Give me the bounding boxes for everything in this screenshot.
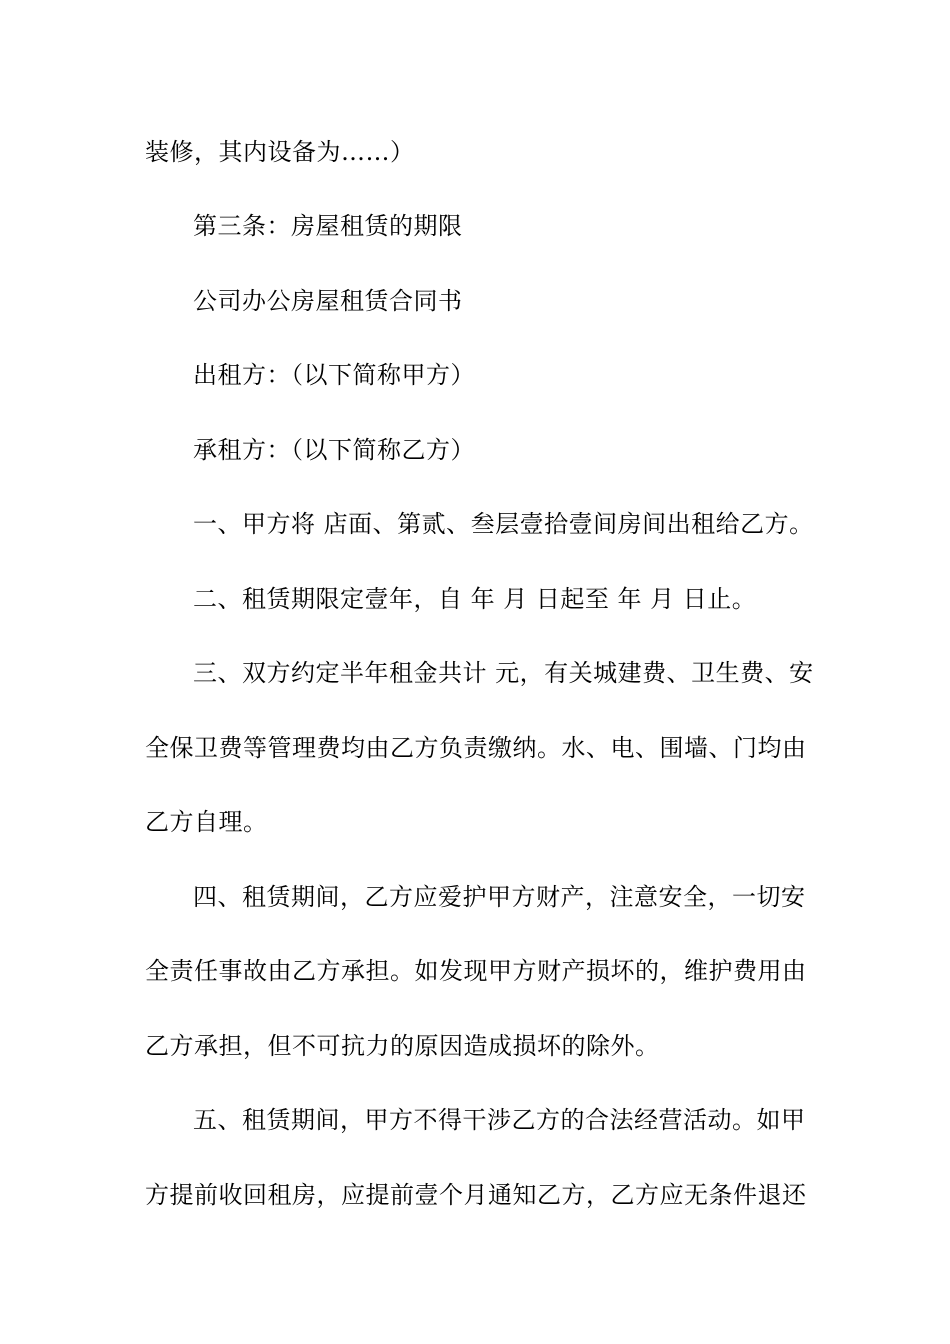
lessor-line: 出租方：（以下简称甲方） <box>193 361 475 389</box>
clause-two: 二、租赁期限定壹年，自 年 月 日起至 年 月 日止。 <box>193 585 757 613</box>
lessee-line: 承租方：（以下简称乙方） <box>193 436 475 464</box>
clause-five-line-2: 方提前收回租房，应提前壹个月通知乙方，乙方应无条件退还 <box>145 1181 807 1209</box>
clause-five-line-1: 五、租赁期间，甲方不得干涉乙方的合法经营活动。如甲 <box>193 1106 806 1134</box>
clause-four-line-2: 全责任事故由乙方承担。如发现甲方财产损坏的，维护费用由 <box>145 957 807 985</box>
article-three-heading: 第三条：房屋租赁的期限 <box>193 212 463 240</box>
clause-three-line-2: 全保卫费等管理费均由乙方负责缴纳。水、电、围墙、门均由 <box>145 734 807 762</box>
contract-title: 公司办公房屋租赁合同书 <box>193 287 463 315</box>
clause-four-line-3: 乙方承担，但不可抗力的原因造成损坏的除外。 <box>145 1032 660 1060</box>
text-line-continuation: 装修，其内设备为……） <box>145 138 415 166</box>
clause-three-line-3: 乙方自理。 <box>145 808 268 836</box>
clause-one: 一、甲方将 店面、第贰、叁层壹拾壹间房间出租给乙方。 <box>193 510 814 538</box>
clause-four-line-1: 四、租赁期间，乙方应爱护甲方财产，注意安全，一切安 <box>193 883 806 911</box>
clause-three-line-1: 三、双方约定半年租金共计 元，有关城建费、卫生费、安 <box>193 659 814 687</box>
